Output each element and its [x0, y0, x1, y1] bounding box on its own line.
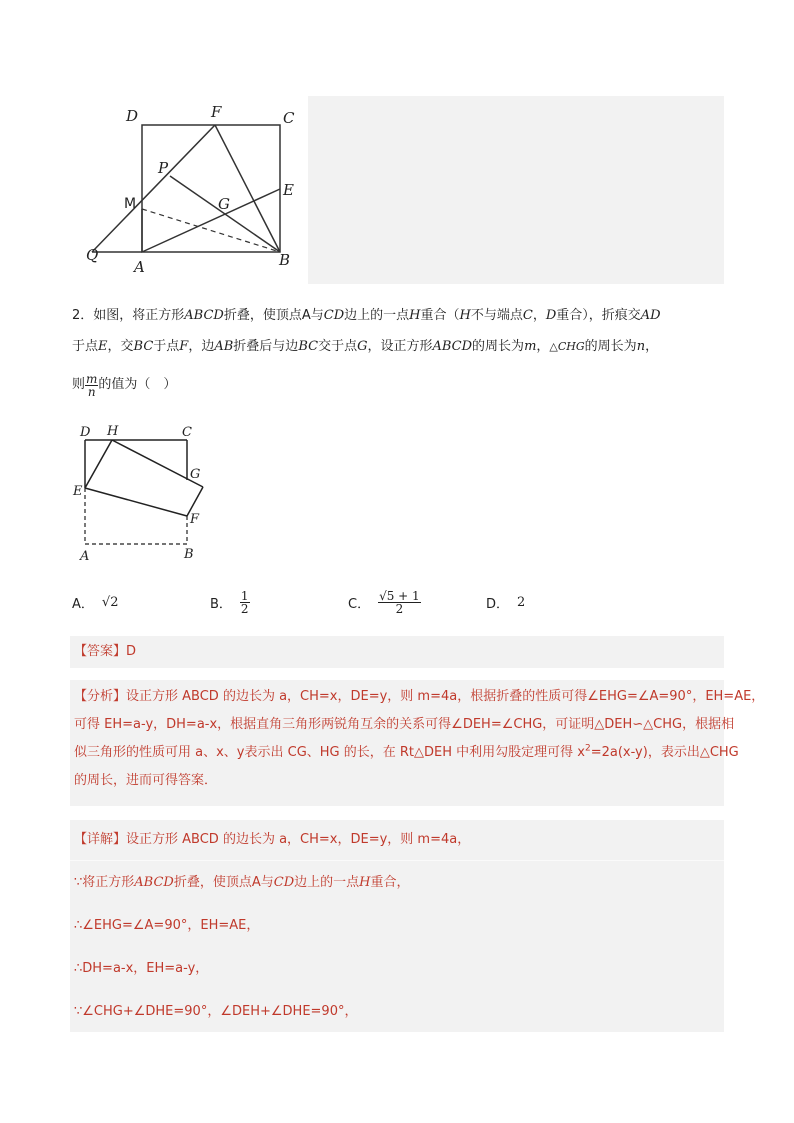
fig1-label-g: G	[218, 195, 230, 213]
fig1-label-c: C	[283, 109, 295, 127]
line-qf	[92, 125, 215, 252]
choice-c[interactable]	[348, 586, 421, 618]
answer-value: D	[126, 644, 137, 659]
figure2	[72, 420, 222, 569]
detail-line: 设正方形 ABCD 的边长为 a，CH=x，DE=y，则 m=4a，	[126, 832, 471, 847]
q-math: ABCD	[432, 339, 473, 354]
q-text: 不与端点	[470, 308, 523, 323]
q-text: 重合），折痕交	[556, 308, 641, 323]
q-text: 的周长为	[472, 339, 525, 354]
fig1-label-f: F	[211, 103, 222, 121]
fig1-label-b: B	[279, 251, 291, 269]
q-text: 交于点	[318, 339, 358, 354]
q-text: ，	[532, 308, 546, 323]
q-text: 折叠，使顶点A与	[223, 308, 324, 323]
analysis-line: 似三角形的性质可用 a、x、y表示出 CG、HG 的长，在 Rt△DEH 中利用勾股定理可得 x	[74, 745, 585, 760]
line-fb	[215, 125, 280, 252]
q-math: BC	[298, 339, 319, 354]
q-text: 则	[72, 377, 86, 392]
fraction-denominator: 2	[240, 601, 249, 616]
detail-line: ∵∠CHG+∠DHE=90°，∠DEH+∠DHE=90°，	[74, 1004, 358, 1019]
q-math: ABCD	[184, 308, 224, 323]
q-text: 重合（	[420, 308, 460, 323]
q-math: D	[545, 308, 557, 323]
choice-value: 2	[517, 594, 526, 610]
figure2-diagram	[72, 420, 222, 565]
fig2-label-e: E	[73, 484, 83, 499]
fig2-label-a: A	[80, 549, 90, 564]
fig2-label-h: H	[107, 424, 119, 439]
line-eh	[85, 440, 112, 488]
question-line-2	[72, 337, 658, 357]
detail-line: ∴∠EHG=∠A=90°，EH=AE，	[74, 918, 260, 933]
fig1-label-p: P	[158, 159, 169, 177]
question-line-1	[72, 306, 661, 326]
q-text: ，设正方形	[367, 339, 433, 354]
q-text: ，	[536, 339, 550, 354]
line-mb-dashed	[142, 209, 280, 252]
detail-math: ABCD	[134, 875, 174, 890]
choice-letter: C．	[348, 596, 371, 612]
fig2-label-b: B	[184, 547, 194, 562]
detail-math: H	[359, 875, 371, 890]
fraction-numerator: m	[86, 371, 98, 386]
fig1-label-m: M	[124, 196, 137, 212]
choice-letter: D．	[486, 596, 510, 612]
analysis-line: =2a(x-y)，表示出△CHG	[590, 745, 739, 760]
q-math: C	[522, 308, 533, 323]
q-math: m	[524, 339, 537, 354]
fig2-label-g: G	[190, 467, 201, 482]
choice-d[interactable]	[486, 586, 525, 618]
choice-fraction	[378, 590, 421, 615]
q-text: ，交	[107, 339, 134, 354]
answer-block	[70, 636, 724, 668]
detail-math: CD	[273, 875, 295, 890]
fig1-label-q: Q	[86, 246, 99, 264]
fig1-label-e: E	[283, 181, 294, 199]
choice-letter: A．	[72, 596, 94, 612]
figure1-canvas	[70, 96, 308, 284]
q-math: △CHG	[549, 340, 585, 353]
q-text: 边上的一点	[344, 308, 410, 323]
analysis-block	[70, 680, 765, 806]
figure1-diagram	[70, 96, 308, 284]
analysis-line: 的周长，进而可得答案．	[74, 773, 218, 788]
q-text: 2．如图，将正方形	[72, 308, 185, 323]
q-math: BC	[133, 339, 154, 354]
superscript: 2	[584, 743, 591, 754]
q-math: E	[98, 339, 108, 354]
choice-fraction	[240, 590, 250, 615]
square-abcd	[142, 125, 280, 252]
detail-tag: 【详解】	[74, 832, 127, 847]
detail-block	[70, 820, 724, 1032]
q-text: 折叠后与边	[233, 339, 299, 354]
q-math: H	[459, 308, 471, 323]
q-text: 的值为（ ）	[98, 377, 177, 392]
fraction-denominator: 2	[395, 601, 404, 616]
analysis-line: 可得 EH=a-y，DH=a-x，根据直角三角形两锐角互余的关系可得∠DEH=∠CHG，可证明△DEH∽△CHG，根据相	[74, 717, 735, 732]
q-math: CD	[323, 308, 345, 323]
question-line-3	[72, 370, 176, 400]
q-math: F	[179, 339, 189, 354]
answer-choices	[0, 586, 794, 618]
fraction-m-over-n	[85, 373, 98, 398]
detail-line: 重合，	[370, 875, 410, 890]
fraction-numerator: 1	[240, 588, 249, 603]
q-math: AD	[640, 308, 661, 323]
fig1-label-a: A	[134, 258, 145, 276]
q-text: 于点	[153, 339, 180, 354]
line-ae	[142, 189, 280, 252]
fig2-label-c: C	[182, 425, 192, 440]
fig2-label-f: F	[190, 512, 200, 527]
q-math: n	[636, 339, 646, 354]
fig2-label-d: D	[80, 425, 91, 440]
fig1-label-d: D	[126, 107, 139, 125]
choice-b[interactable]	[210, 586, 250, 618]
analysis-line: 设正方形 ABCD 的边长为 a，CH=x，DE=y，则 m=4a，根据折叠的性质可得∠EHG=∠A=90°，EH=AE，	[126, 689, 765, 704]
analysis-tag: 【分析】	[74, 689, 127, 704]
q-math: G	[357, 339, 368, 354]
figure1-panel	[70, 96, 724, 284]
q-text: ，	[645, 339, 659, 354]
detail-line: 折叠，使顶点A与	[173, 875, 274, 890]
choice-value: √2	[101, 594, 119, 610]
q-math: AB	[214, 339, 234, 354]
choice-a[interactable]	[72, 586, 118, 618]
answer-tag: 【答案】	[74, 644, 127, 659]
detail-line: 边上的一点	[294, 875, 360, 890]
q-math: H	[409, 308, 421, 323]
detail-line: ∵将正方形	[74, 875, 135, 890]
fraction-denominator: n	[87, 384, 96, 399]
fraction-numerator: √5 + 1	[379, 588, 420, 603]
detail-line: ∴DH=a-x，EH=a-y，	[74, 961, 209, 976]
choice-letter: B．	[210, 596, 232, 612]
q-text: 的周长为	[584, 339, 637, 354]
line-ef	[85, 488, 187, 516]
q-text: ，边	[188, 339, 215, 354]
q-text: 于点	[72, 339, 99, 354]
